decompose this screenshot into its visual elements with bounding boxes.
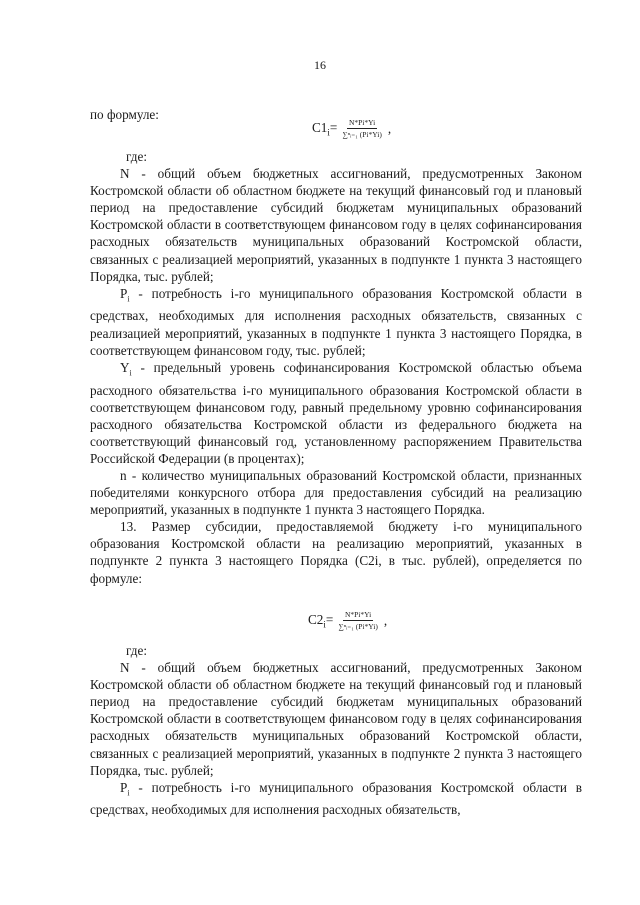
formula-intro: по формуле:: [90, 107, 159, 122]
definition-n-count: n - количество муниципальных образований Костромской области, признанных победителями конкурсного отбора для предоставления субсидий на реализацию мероприятий, указанных в подпункте 1 пункта 3 настоящего Порядка.: [90, 467, 582, 518]
formula-c2: [308, 610, 387, 631]
formula-comma: ,: [383, 612, 388, 628]
formula-lhs: $C2_i=$: [308, 611, 334, 630]
formula-comma: ,: [387, 120, 392, 136]
formula-numerator: N*Pi*Yi: [348, 118, 376, 127]
block-1-body: [90, 148, 582, 587]
definition-n-total: N - общий объем бюджетных ассигнований, предусмотренных Законом Костромской области об областном бюджете на текущий финансовый год и плановый период на предоставление субсидий бюджетам муниципальных образований Костромской области в соответствующем финансовом году в целях софинансирования расходных обязательств муниципальных образований Костромской области, связанных с реализацией мероприятий, указанных в подпункте 2 пункта 3 настоящего Порядка, тыс. рублей;: [90, 660, 582, 778]
block-2-body: [90, 642, 582, 819]
page-number: 16: [314, 58, 326, 72]
definition-pi: $P_i$ - потребность i-го муниципального образования Костромской области в средствах, необходимых для исполнения расходных обязательств,: [90, 779, 582, 818]
formula-fraction: [336, 610, 379, 631]
formula-numerator: N*Pi*Yi: [344, 610, 372, 619]
formula-lhs: $C1_i=$: [312, 119, 338, 138]
definition-yi: $Y_i$ - предельный уровень софинансирования Костромской областью объема расходного обязательства i-го муниципального образования Костромской области в соответствующем финансовом году, равный предельному уровню софинансирования расходного обязательства Костромской области из федерального бюджета на соответствующий финансовый год, установленному распоряжением Правительства Российской Федерации (в процентах);: [90, 359, 582, 466]
item-13: 13. Размер субсидии, предоставляемой бюджету i-го муниципального образования Костромской области на реализацию мероприятий, указанных в подпункте 2 пункта 3 настоящего Порядка (C2i, в тыс. рублей), определяется по формуле:: [90, 519, 582, 586]
definition-n-total: N - общий объем бюджетных ассигнований, предусмотренных Законом Костромской области об областном бюджете на текущий финансовый год и плановый период на предоставление субсидий бюджетам муниципальных образований Костромской области в соответствующем финансовом году в целях софинансирования расходных обязательств муниципальных образований Костромской области, связанных с реализацией мероприятий, указанных в подпункте 1 пункта 3 настоящего Порядка, тыс. рублей;: [90, 166, 582, 284]
where-label: где:: [126, 643, 147, 658]
definition-pi: $P_i$ - потребность i-го муниципального образования Костромской области в средствах, необходимых для исполнения расходных обязательств, связанных с реализацией мероприятий, указанных в подпункте 1 пункта 3 настоящего Порядка, в соответствующем финансовом году, тыс. рублей;: [90, 285, 582, 358]
formula-denominator: ∑ⁿᵢ₌₁ (Pi*Yi): [338, 622, 378, 631]
formula-c1: [312, 118, 391, 139]
formula-denominator: ∑ⁿᵢ₌₁ (Pi*Yi): [342, 130, 382, 139]
where-label: где:: [126, 149, 147, 164]
formula-fraction: [340, 118, 383, 139]
